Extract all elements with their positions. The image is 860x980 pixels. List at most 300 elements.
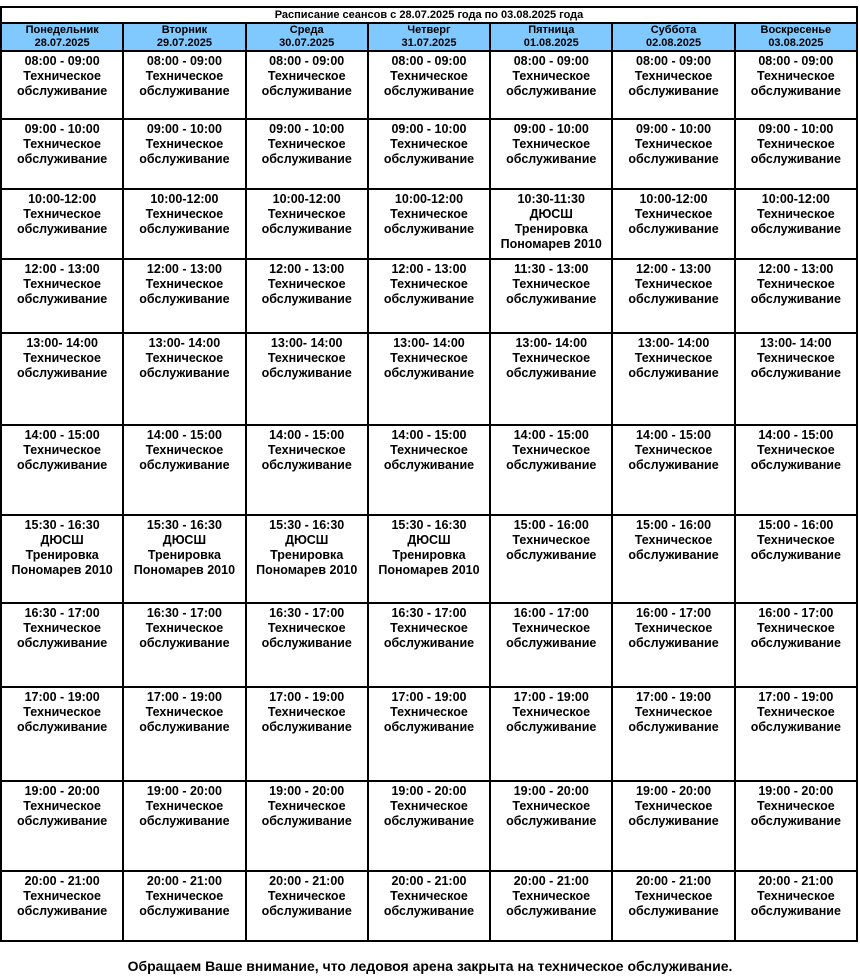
- session-cell: [1, 781, 123, 871]
- session-cell: [123, 189, 245, 259]
- session-cell: [123, 687, 245, 781]
- session-text: Техническое: [267, 889, 346, 903]
- session-text: обслуживание: [750, 814, 841, 828]
- session-time: 14:00 - 15:00: [636, 428, 712, 442]
- session-time: 10:00-12:00: [761, 192, 830, 206]
- session-cell: [612, 425, 734, 515]
- session-cell: [490, 603, 612, 687]
- session-cell: [735, 119, 857, 189]
- session-cell: [490, 259, 612, 333]
- session-time: 13:00- 14:00: [760, 336, 832, 350]
- session-time: 17:00 - 19:00: [391, 690, 467, 704]
- session-cell: [1, 515, 123, 603]
- session-text: Техническое: [23, 621, 101, 635]
- session-text: обслуживание: [750, 636, 841, 650]
- session-text: обслуживание: [628, 904, 719, 918]
- session-time: 17:00 - 19:00: [269, 690, 345, 704]
- session-text: Тренировка: [147, 548, 221, 562]
- session-text: Техническое: [267, 705, 346, 719]
- session-text: ДЮСШ: [529, 207, 573, 221]
- session-text: Техническое: [23, 69, 101, 83]
- session-cell: [490, 871, 612, 941]
- day-date: 03.08.2025: [768, 37, 824, 49]
- session-text: Пономарев 2010: [378, 563, 480, 577]
- session-text: обслуживание: [750, 904, 841, 918]
- session-cell: [490, 515, 612, 603]
- session-cell: [612, 781, 734, 871]
- time-slot-row: [1, 603, 857, 687]
- day-header: [246, 23, 368, 51]
- session-time: 15:30 - 16:30: [391, 518, 467, 532]
- session-text: Тренировка: [25, 548, 99, 562]
- day-date: 29.07.2025: [156, 37, 212, 49]
- session-cell: [368, 259, 490, 333]
- session-time: 15:00 - 16:00: [636, 518, 712, 532]
- session-text: обслуживание: [139, 814, 230, 828]
- session-text: обслуживание: [383, 84, 475, 98]
- session-cell: [735, 259, 857, 333]
- session-text: Техническое: [390, 621, 468, 635]
- session-text: Техническое: [145, 351, 224, 365]
- closure-notice: Обращаем Ваше внимание, что ледовоя арена закрыта на техническое обслуживание.: [127, 958, 733, 974]
- time-slot-row: [1, 781, 857, 871]
- session-text: Техническое: [267, 277, 346, 291]
- day-name: Вторник: [161, 24, 208, 36]
- session-time: 13:00- 14:00: [270, 336, 343, 350]
- session-cell: [735, 515, 857, 603]
- session-cell: [735, 687, 857, 781]
- session-text: обслуживание: [628, 292, 719, 306]
- session-text: обслуживание: [139, 366, 230, 380]
- session-time: 12:00 - 13:00: [391, 262, 467, 276]
- session-text: обслуживание: [139, 904, 230, 918]
- session-text: обслуживание: [17, 814, 108, 828]
- session-cell: [490, 425, 612, 515]
- session-text: Тренировка: [270, 548, 344, 562]
- session-cell: [123, 51, 245, 119]
- session-cell: [612, 189, 734, 259]
- session-cell: [368, 333, 490, 425]
- session-text: Техническое: [267, 799, 346, 813]
- session-text: обслуживание: [628, 152, 719, 166]
- session-text: Техническое: [757, 69, 835, 83]
- session-time: 15:30 - 16:30: [24, 518, 100, 532]
- session-text: Техническое: [512, 705, 591, 719]
- day-header-row: [1, 23, 857, 51]
- session-text: Пономарев 2010: [500, 237, 602, 251]
- session-text: Техническое: [634, 277, 713, 291]
- session-text: Техническое: [145, 207, 224, 221]
- session-time: 14:00 - 15:00: [758, 428, 834, 442]
- session-text: обслуживание: [506, 292, 597, 306]
- session-cell: [246, 189, 368, 259]
- session-text: Техническое: [757, 799, 835, 813]
- session-text: обслуживание: [17, 636, 108, 650]
- time-slot-row: [1, 119, 857, 189]
- session-text: Техническое: [23, 277, 101, 291]
- session-time: 10:00-12:00: [394, 192, 464, 206]
- session-time: 19:00 - 20:00: [636, 784, 712, 798]
- session-text: Техническое: [757, 351, 835, 365]
- day-date: 02.08.2025: [646, 37, 702, 49]
- session-text: Техническое: [145, 277, 224, 291]
- session-cell: [123, 781, 245, 871]
- session-text: Техническое: [634, 799, 713, 813]
- session-time: 10:00-12:00: [150, 192, 219, 206]
- session-text: Техническое: [512, 889, 591, 903]
- session-text: Техническое: [512, 351, 591, 365]
- session-cell: [368, 781, 490, 871]
- session-text: Техническое: [757, 533, 835, 547]
- schedule-table: [0, 6, 858, 942]
- session-text: обслуживание: [17, 84, 108, 98]
- session-time: 12:00 - 13:00: [269, 262, 345, 276]
- session-cell: [246, 515, 368, 603]
- session-text: обслуживание: [628, 458, 719, 472]
- session-time: 17:00 - 19:00: [146, 690, 222, 704]
- session-text: Техническое: [634, 69, 713, 83]
- session-text: Техническое: [267, 69, 346, 83]
- session-cell: [246, 781, 368, 871]
- session-cell: [123, 425, 245, 515]
- session-cell: [612, 51, 734, 119]
- session-cell: [368, 189, 490, 259]
- session-time: 19:00 - 20:00: [758, 784, 834, 798]
- session-time: 10:30-11:30: [517, 192, 585, 206]
- session-text: обслуживание: [261, 904, 352, 918]
- time-slot-row: [1, 515, 857, 603]
- session-cell: [246, 425, 368, 515]
- session-time: 08:00 - 09:00: [24, 54, 100, 68]
- session-text: Техническое: [390, 705, 468, 719]
- session-text: обслуживание: [261, 458, 352, 472]
- session-text: Техническое: [145, 137, 224, 151]
- session-text: Пономарев 2010: [11, 563, 113, 577]
- session-text: обслуживание: [139, 292, 230, 306]
- session-time: 17:00 - 19:00: [513, 690, 589, 704]
- session-text: обслуживание: [506, 458, 597, 472]
- session-text: Техническое: [634, 705, 713, 719]
- session-text: Техническое: [390, 443, 468, 457]
- session-cell: [490, 333, 612, 425]
- session-cell: [246, 51, 368, 119]
- session-time: 17:00 - 19:00: [758, 690, 834, 704]
- session-text: обслуживание: [17, 222, 108, 236]
- session-time: 16:00 - 17:00: [758, 606, 834, 620]
- time-slot-row: [1, 259, 857, 333]
- day-name: Суббота: [650, 24, 697, 36]
- session-cell: [1, 189, 123, 259]
- session-cell: [735, 603, 857, 687]
- session-text: Техническое: [757, 207, 835, 221]
- day-name: Понедельник: [25, 24, 99, 36]
- session-time: 13:00- 14:00: [393, 336, 465, 350]
- session-text: Техническое: [634, 889, 713, 903]
- time-slot-row: [1, 189, 857, 259]
- session-time: 15:30 - 16:30: [269, 518, 345, 532]
- session-time: 17:00 - 19:00: [24, 690, 100, 704]
- session-cell: [735, 51, 857, 119]
- session-time: 10:00-12:00: [639, 192, 708, 206]
- session-text: Техническое: [757, 705, 835, 719]
- session-cell: [612, 603, 734, 687]
- session-cell: [735, 781, 857, 871]
- session-time: 09:00 - 10:00: [636, 122, 712, 136]
- day-date: 28.07.2025: [34, 37, 90, 49]
- session-time: 12:00 - 13:00: [636, 262, 712, 276]
- session-text: Техническое: [23, 799, 101, 813]
- session-text: Техническое: [757, 443, 835, 457]
- session-cell: [246, 603, 368, 687]
- session-text: обслуживание: [383, 814, 475, 828]
- schedule-title: Расписание сеансов с 28.07.2025 года по 03.08.2025 года: [1, 7, 857, 23]
- session-cell: [490, 189, 612, 259]
- session-time: 12:00 - 13:00: [146, 262, 222, 276]
- day-name: Пятница: [528, 24, 575, 36]
- session-cell: [1, 871, 123, 941]
- session-time: 15:00 - 16:00: [513, 518, 589, 532]
- session-time: 15:00 - 16:00: [758, 518, 834, 532]
- session-text: Техническое: [23, 443, 101, 457]
- session-time: 09:00 - 10:00: [391, 122, 467, 136]
- session-cell: [1, 259, 123, 333]
- session-text: обслуживание: [383, 292, 475, 306]
- session-text: Техническое: [145, 621, 224, 635]
- session-text: обслуживание: [383, 366, 475, 380]
- session-text: обслуживание: [506, 636, 597, 650]
- day-name: Среда: [289, 24, 324, 36]
- session-time: 10:00-12:00: [28, 192, 97, 206]
- session-text: ДЮСШ: [162, 533, 207, 547]
- session-text: обслуживание: [17, 720, 108, 734]
- session-text: ДЮСШ: [407, 533, 451, 547]
- session-text: Техническое: [634, 533, 713, 547]
- session-text: обслуживание: [261, 152, 352, 166]
- session-cell: [246, 687, 368, 781]
- session-cell: [123, 119, 245, 189]
- session-time: 14:00 - 15:00: [269, 428, 345, 442]
- session-time: 08:00 - 09:00: [513, 54, 589, 68]
- session-cell: [490, 51, 612, 119]
- session-text: обслуживание: [383, 904, 475, 918]
- session-time: 13:00- 14:00: [515, 336, 588, 350]
- session-text: Техническое: [512, 533, 591, 547]
- session-time: 17:00 - 19:00: [636, 690, 712, 704]
- session-time: 11:30 - 13:00: [514, 262, 589, 276]
- session-time: 20:00 - 21:00: [269, 874, 345, 888]
- session-cell: [1, 425, 123, 515]
- session-time: 09:00 - 10:00: [513, 122, 589, 136]
- session-text: Техническое: [267, 207, 346, 221]
- session-cell: [735, 333, 857, 425]
- session-text: обслуживание: [261, 366, 352, 380]
- session-time: 16:30 - 17:00: [24, 606, 100, 620]
- session-cell: [612, 333, 734, 425]
- time-slot-row: [1, 425, 857, 515]
- day-header: [735, 23, 857, 51]
- session-cell: [246, 119, 368, 189]
- session-time: 20:00 - 21:00: [758, 874, 834, 888]
- session-time: 20:00 - 21:00: [391, 874, 467, 888]
- session-time: 19:00 - 20:00: [24, 784, 100, 798]
- day-header: [368, 23, 490, 51]
- session-text: обслуживание: [750, 548, 841, 562]
- session-time: 14:00 - 15:00: [24, 428, 100, 442]
- session-time: 19:00 - 20:00: [513, 784, 589, 798]
- session-text: Техническое: [634, 207, 713, 221]
- session-text: обслуживание: [139, 458, 230, 472]
- session-text: Техническое: [757, 277, 835, 291]
- session-text: обслуживание: [17, 292, 108, 306]
- session-cell: [1, 333, 123, 425]
- session-text: Техническое: [145, 443, 224, 457]
- session-text: обслуживание: [628, 814, 719, 828]
- session-time: 19:00 - 20:00: [391, 784, 467, 798]
- day-date: 31.07.2025: [401, 37, 457, 49]
- session-text: Техническое: [23, 137, 101, 151]
- session-time: 08:00 - 09:00: [391, 54, 467, 68]
- time-slot-row: [1, 51, 857, 119]
- session-text: обслуживание: [261, 720, 352, 734]
- session-text: Техническое: [634, 137, 713, 151]
- session-time: 20:00 - 21:00: [636, 874, 712, 888]
- session-text: Техническое: [757, 621, 835, 635]
- schedule-body: [1, 51, 857, 941]
- session-time: 20:00 - 21:00: [513, 874, 589, 888]
- session-text: обслуживание: [750, 152, 841, 166]
- session-text: обслуживание: [383, 720, 475, 734]
- session-text: Техническое: [23, 207, 101, 221]
- session-text: обслуживание: [261, 222, 352, 236]
- session-text: обслуживание: [17, 152, 108, 166]
- session-cell: [123, 515, 245, 603]
- session-time: 12:00 - 13:00: [24, 262, 100, 276]
- session-time: 08:00 - 09:00: [269, 54, 345, 68]
- session-text: Техническое: [267, 137, 346, 151]
- session-text: Техническое: [390, 889, 468, 903]
- day-name: Четверг: [407, 24, 451, 36]
- time-slot-row: [1, 871, 857, 941]
- session-text: обслуживание: [139, 222, 230, 236]
- session-cell: [612, 687, 734, 781]
- session-text: обслуживание: [628, 720, 719, 734]
- session-text: обслуживание: [139, 84, 230, 98]
- session-cell: [246, 871, 368, 941]
- session-cell: [123, 259, 245, 333]
- session-cell: [1, 51, 123, 119]
- session-text: обслуживание: [261, 84, 352, 98]
- session-text: Техническое: [23, 889, 101, 903]
- session-time: 10:00-12:00: [272, 192, 341, 206]
- session-text: Техническое: [267, 351, 346, 365]
- session-text: обслуживание: [750, 222, 841, 236]
- session-cell: [735, 189, 857, 259]
- session-text: Техническое: [390, 351, 468, 365]
- session-cell: [612, 871, 734, 941]
- session-text: Техническое: [145, 69, 224, 83]
- session-cell: [368, 425, 490, 515]
- session-time: 12:00 - 13:00: [758, 262, 834, 276]
- session-cell: [1, 119, 123, 189]
- session-text: обслуживание: [17, 458, 108, 472]
- session-text: Техническое: [512, 799, 591, 813]
- session-text: обслуживание: [506, 84, 597, 98]
- session-text: обслуживание: [750, 720, 841, 734]
- session-text: Техническое: [23, 351, 101, 365]
- session-text: Техническое: [634, 443, 713, 457]
- session-time: 16:30 - 17:00: [269, 606, 345, 620]
- session-text: Техническое: [512, 443, 591, 457]
- session-cell: [1, 687, 123, 781]
- session-time: 09:00 - 10:00: [269, 122, 345, 136]
- day-date: 30.07.2025: [279, 37, 335, 49]
- session-text: обслуживание: [628, 366, 719, 380]
- session-text: Техническое: [512, 69, 591, 83]
- session-time: 19:00 - 20:00: [146, 784, 222, 798]
- session-cell: [246, 333, 368, 425]
- session-cell: [612, 515, 734, 603]
- session-cell: [735, 871, 857, 941]
- session-time: 14:00 - 15:00: [513, 428, 589, 442]
- session-text: обслуживание: [750, 458, 841, 472]
- session-time: 08:00 - 09:00: [146, 54, 222, 68]
- session-text: обслуживание: [506, 720, 597, 734]
- session-text: обслуживание: [17, 366, 108, 380]
- session-text: обслуживание: [506, 814, 597, 828]
- session-text: обслуживание: [750, 84, 841, 98]
- session-cell: [368, 871, 490, 941]
- session-time: 20:00 - 21:00: [146, 874, 222, 888]
- session-text: обслуживание: [261, 292, 352, 306]
- session-text: обслуживание: [383, 152, 475, 166]
- session-cell: [368, 603, 490, 687]
- session-text: обслуживание: [628, 222, 719, 236]
- session-text: Техническое: [512, 277, 591, 291]
- session-text: обслуживание: [628, 636, 719, 650]
- session-time: 20:00 - 21:00: [24, 874, 100, 888]
- session-cell: [735, 425, 857, 515]
- session-text: обслуживание: [261, 814, 352, 828]
- session-time: 09:00 - 10:00: [24, 122, 100, 136]
- session-text: обслуживание: [383, 222, 475, 236]
- session-time: 19:00 - 20:00: [269, 784, 345, 798]
- session-cell: [368, 687, 490, 781]
- session-text: ДЮСШ: [285, 533, 329, 547]
- session-text: обслуживание: [506, 366, 597, 380]
- session-text: Тренировка: [392, 548, 466, 562]
- session-text: Техническое: [512, 137, 591, 151]
- session-text: Тренировка: [514, 222, 588, 236]
- session-text: обслуживание: [139, 636, 230, 650]
- session-time: 13:00- 14:00: [637, 336, 710, 350]
- session-text: обслуживание: [506, 152, 597, 166]
- time-slot-row: [1, 687, 857, 781]
- session-time: 08:00 - 09:00: [636, 54, 712, 68]
- session-text: обслуживание: [17, 904, 108, 918]
- session-cell: [368, 119, 490, 189]
- session-text: обслуживание: [628, 548, 719, 562]
- day-header: [1, 23, 123, 51]
- session-time: 09:00 - 10:00: [146, 122, 222, 136]
- day-header: [123, 23, 245, 51]
- session-time: 16:30 - 17:00: [391, 606, 467, 620]
- session-text: обслуживание: [750, 292, 841, 306]
- session-cell: [368, 51, 490, 119]
- session-text: Техническое: [390, 137, 468, 151]
- session-cell: [246, 259, 368, 333]
- day-header: [490, 23, 612, 51]
- session-time: 15:30 - 16:30: [146, 518, 222, 532]
